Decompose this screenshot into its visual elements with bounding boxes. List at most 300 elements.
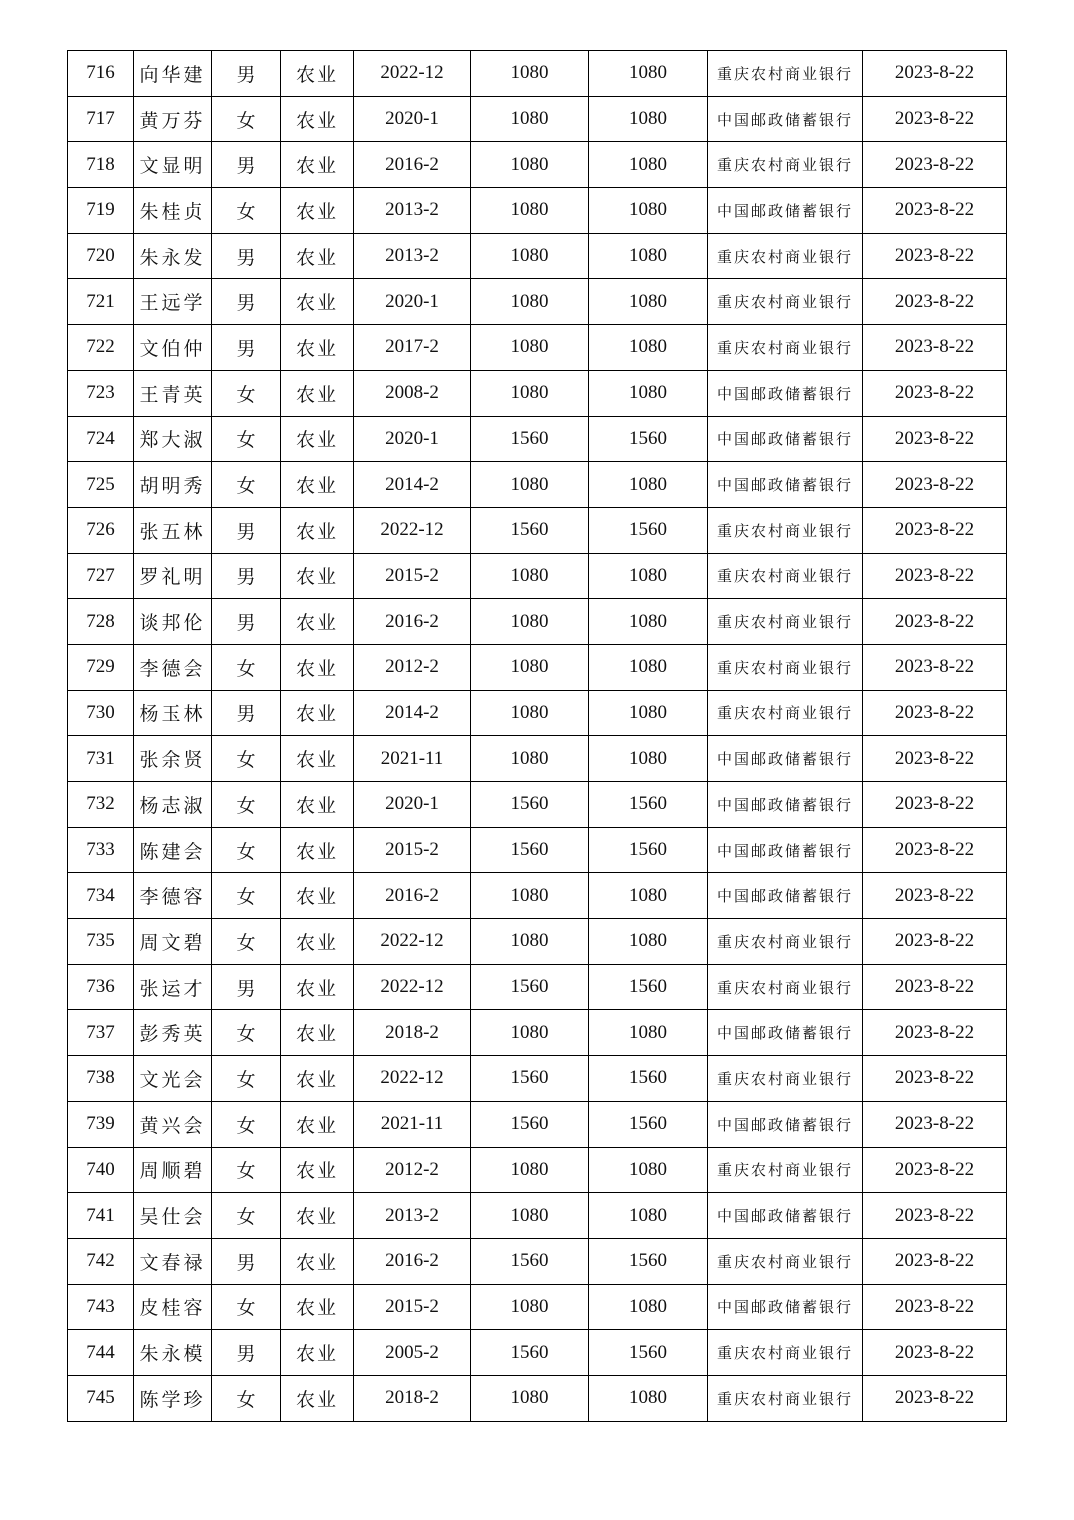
gender-cell: 男 <box>212 279 281 325</box>
name-cell: 文光会 <box>134 1056 212 1102</box>
amount-paid-cell: 1080 <box>589 462 708 508</box>
amount-paid-cell: 1560 <box>589 1056 708 1102</box>
start-date-cell: 2020-1 <box>354 279 471 325</box>
records-table <box>67 50 1007 1422</box>
name-cell: 张五林 <box>134 507 212 553</box>
amount-cell: 1080 <box>471 736 589 782</box>
start-date-cell: 2014-2 <box>354 690 471 736</box>
amount-paid-cell: 1560 <box>589 827 708 873</box>
amount-cell: 1080 <box>471 1147 589 1193</box>
name-cell: 陈建会 <box>134 827 212 873</box>
gender-cell: 男 <box>212 325 281 371</box>
gender-cell: 男 <box>212 690 281 736</box>
occupation-cell: 农业 <box>281 827 354 873</box>
row-number-cell: 744 <box>68 1330 134 1376</box>
name-cell: 谈邦伦 <box>134 599 212 645</box>
name-cell: 朱永发 <box>134 233 212 279</box>
occupation-cell: 农业 <box>281 462 354 508</box>
start-date-cell: 2022-12 <box>354 919 471 965</box>
row-number-cell: 732 <box>68 782 134 828</box>
start-date-cell: 2020-1 <box>354 96 471 142</box>
gender-cell: 女 <box>212 782 281 828</box>
issue-date-cell: 2023-8-22 <box>863 1375 1007 1421</box>
table-row <box>68 325 1007 371</box>
start-date-cell: 2008-2 <box>354 370 471 416</box>
occupation-cell: 农业 <box>281 142 354 188</box>
table-row <box>68 233 1007 279</box>
amount-paid-cell: 1080 <box>589 325 708 371</box>
start-date-cell: 2021-11 <box>354 736 471 782</box>
start-date-cell: 2005-2 <box>354 1330 471 1376</box>
name-cell: 杨志淑 <box>134 782 212 828</box>
row-number-cell: 741 <box>68 1193 134 1239</box>
gender-cell: 男 <box>212 964 281 1010</box>
bank-cell: 重庆农村商业银行 <box>708 279 863 325</box>
table-row <box>68 736 1007 782</box>
issue-date-cell: 2023-8-22 <box>863 96 1007 142</box>
amount-cell: 1080 <box>471 644 589 690</box>
amount-paid-cell: 1080 <box>589 188 708 234</box>
amount-paid-cell: 1560 <box>589 507 708 553</box>
bank-cell: 中国邮政储蓄银行 <box>708 873 863 919</box>
amount-cell: 1080 <box>471 919 589 965</box>
bank-cell: 重庆农村商业银行 <box>708 690 863 736</box>
table-row <box>68 1375 1007 1421</box>
bank-cell: 重庆农村商业银行 <box>708 599 863 645</box>
bank-cell: 中国邮政储蓄银行 <box>708 370 863 416</box>
occupation-cell: 农业 <box>281 325 354 371</box>
amount-cell: 1560 <box>471 1101 589 1147</box>
row-number-cell: 729 <box>68 644 134 690</box>
issue-date-cell: 2023-8-22 <box>863 644 1007 690</box>
gender-cell: 女 <box>212 1284 281 1330</box>
issue-date-cell: 2023-8-22 <box>863 827 1007 873</box>
row-number-cell: 737 <box>68 1010 134 1056</box>
table-row <box>68 873 1007 919</box>
amount-paid-cell: 1560 <box>589 416 708 462</box>
table-row <box>68 644 1007 690</box>
row-number-cell: 745 <box>68 1375 134 1421</box>
amount-cell: 1560 <box>471 827 589 873</box>
amount-paid-cell: 1080 <box>589 233 708 279</box>
start-date-cell: 2022-12 <box>354 964 471 1010</box>
amount-paid-cell: 1080 <box>589 644 708 690</box>
table-row <box>68 1238 1007 1284</box>
row-number-cell: 725 <box>68 462 134 508</box>
name-cell: 朱永模 <box>134 1330 212 1376</box>
bank-cell: 重庆农村商业银行 <box>708 553 863 599</box>
name-cell: 杨玉林 <box>134 690 212 736</box>
issue-date-cell: 2023-8-22 <box>863 1330 1007 1376</box>
table-body <box>68 51 1007 1422</box>
gender-cell: 女 <box>212 1056 281 1102</box>
amount-paid-cell: 1080 <box>589 599 708 645</box>
bank-cell: 重庆农村商业银行 <box>708 1330 863 1376</box>
start-date-cell: 2016-2 <box>354 1238 471 1284</box>
occupation-cell: 农业 <box>281 1238 354 1284</box>
table-row <box>68 507 1007 553</box>
amount-cell: 1080 <box>471 51 589 97</box>
amount-cell: 1080 <box>471 873 589 919</box>
amount-paid-cell: 1560 <box>589 782 708 828</box>
gender-cell: 女 <box>212 188 281 234</box>
row-number-cell: 726 <box>68 507 134 553</box>
start-date-cell: 2012-2 <box>354 644 471 690</box>
amount-cell: 1080 <box>471 233 589 279</box>
name-cell: 罗礼明 <box>134 553 212 599</box>
occupation-cell: 农业 <box>281 1284 354 1330</box>
amount-paid-cell: 1080 <box>589 51 708 97</box>
amount-cell: 1080 <box>471 1284 589 1330</box>
table-row <box>68 96 1007 142</box>
table-row <box>68 1284 1007 1330</box>
bank-cell: 中国邮政储蓄银行 <box>708 96 863 142</box>
issue-date-cell: 2023-8-22 <box>863 964 1007 1010</box>
amount-paid-cell: 1080 <box>589 736 708 782</box>
table-row <box>68 553 1007 599</box>
issue-date-cell: 2023-8-22 <box>863 325 1007 371</box>
amount-cell: 1080 <box>471 96 589 142</box>
start-date-cell: 2022-12 <box>354 507 471 553</box>
bank-cell: 中国邮政储蓄银行 <box>708 1284 863 1330</box>
table-row <box>68 964 1007 1010</box>
issue-date-cell: 2023-8-22 <box>863 1010 1007 1056</box>
row-number-cell: 734 <box>68 873 134 919</box>
amount-paid-cell: 1080 <box>589 96 708 142</box>
gender-cell: 男 <box>212 599 281 645</box>
occupation-cell: 农业 <box>281 1193 354 1239</box>
start-date-cell: 2016-2 <box>354 873 471 919</box>
amount-cell: 1560 <box>471 507 589 553</box>
name-cell: 文显明 <box>134 142 212 188</box>
bank-cell: 中国邮政储蓄银行 <box>708 1101 863 1147</box>
issue-date-cell: 2023-8-22 <box>863 736 1007 782</box>
start-date-cell: 2021-11 <box>354 1101 471 1147</box>
bank-cell: 重庆农村商业银行 <box>708 1238 863 1284</box>
name-cell: 周顺碧 <box>134 1147 212 1193</box>
bank-cell: 中国邮政储蓄银行 <box>708 462 863 508</box>
occupation-cell: 农业 <box>281 690 354 736</box>
gender-cell: 男 <box>212 1330 281 1376</box>
issue-date-cell: 2023-8-22 <box>863 1193 1007 1239</box>
table-row <box>68 1193 1007 1239</box>
start-date-cell: 2013-2 <box>354 233 471 279</box>
table-row <box>68 599 1007 645</box>
amount-paid-cell: 1560 <box>589 1101 708 1147</box>
amount-cell: 1080 <box>471 142 589 188</box>
gender-cell: 女 <box>212 462 281 508</box>
name-cell: 皮桂容 <box>134 1284 212 1330</box>
amount-cell: 1080 <box>471 1010 589 1056</box>
issue-date-cell: 2023-8-22 <box>863 507 1007 553</box>
amount-cell: 1560 <box>471 1238 589 1284</box>
bank-cell: 重庆农村商业银行 <box>708 964 863 1010</box>
start-date-cell: 2015-2 <box>354 827 471 873</box>
start-date-cell: 2013-2 <box>354 1193 471 1239</box>
issue-date-cell: 2023-8-22 <box>863 1147 1007 1193</box>
gender-cell: 男 <box>212 51 281 97</box>
table-row <box>68 416 1007 462</box>
occupation-cell: 农业 <box>281 599 354 645</box>
occupation-cell: 农业 <box>281 1056 354 1102</box>
amount-cell: 1080 <box>471 188 589 234</box>
amount-paid-cell: 1080 <box>589 142 708 188</box>
name-cell: 李德容 <box>134 873 212 919</box>
issue-date-cell: 2023-8-22 <box>863 1056 1007 1102</box>
start-date-cell: 2022-12 <box>354 51 471 97</box>
gender-cell: 女 <box>212 96 281 142</box>
gender-cell: 女 <box>212 827 281 873</box>
row-number-cell: 728 <box>68 599 134 645</box>
amount-paid-cell: 1080 <box>589 1193 708 1239</box>
bank-cell: 中国邮政储蓄银行 <box>708 827 863 873</box>
amount-cell: 1560 <box>471 1330 589 1376</box>
start-date-cell: 2017-2 <box>354 325 471 371</box>
row-number-cell: 724 <box>68 416 134 462</box>
start-date-cell: 2013-2 <box>354 188 471 234</box>
name-cell: 张余贤 <box>134 736 212 782</box>
occupation-cell: 农业 <box>281 96 354 142</box>
row-number-cell: 722 <box>68 325 134 371</box>
start-date-cell: 2018-2 <box>354 1010 471 1056</box>
row-number-cell: 720 <box>68 233 134 279</box>
bank-cell: 重庆农村商业银行 <box>708 325 863 371</box>
table-row <box>68 1330 1007 1376</box>
amount-paid-cell: 1080 <box>589 1147 708 1193</box>
bank-cell: 重庆农村商业银行 <box>708 507 863 553</box>
name-cell: 李德会 <box>134 644 212 690</box>
name-cell: 吴仕会 <box>134 1193 212 1239</box>
gender-cell: 女 <box>212 644 281 690</box>
name-cell: 陈学珍 <box>134 1375 212 1421</box>
amount-cell: 1560 <box>471 1056 589 1102</box>
gender-cell: 女 <box>212 1147 281 1193</box>
issue-date-cell: 2023-8-22 <box>863 233 1007 279</box>
gender-cell: 女 <box>212 1193 281 1239</box>
occupation-cell: 农业 <box>281 1330 354 1376</box>
amount-cell: 1080 <box>471 325 589 371</box>
issue-date-cell: 2023-8-22 <box>863 1238 1007 1284</box>
row-number-cell: 716 <box>68 51 134 97</box>
occupation-cell: 农业 <box>281 188 354 234</box>
occupation-cell: 农业 <box>281 1375 354 1421</box>
gender-cell: 女 <box>212 919 281 965</box>
name-cell: 郑大淑 <box>134 416 212 462</box>
name-cell: 朱桂贞 <box>134 188 212 234</box>
name-cell: 胡明秀 <box>134 462 212 508</box>
row-number-cell: 738 <box>68 1056 134 1102</box>
amount-paid-cell: 1080 <box>589 919 708 965</box>
table-row <box>68 919 1007 965</box>
issue-date-cell: 2023-8-22 <box>863 370 1007 416</box>
gender-cell: 女 <box>212 1101 281 1147</box>
start-date-cell: 2020-1 <box>354 416 471 462</box>
amount-cell: 1080 <box>471 462 589 508</box>
table-row <box>68 51 1007 97</box>
issue-date-cell: 2023-8-22 <box>863 690 1007 736</box>
occupation-cell: 农业 <box>281 416 354 462</box>
row-number-cell: 719 <box>68 188 134 234</box>
start-date-cell: 2016-2 <box>354 599 471 645</box>
amount-paid-cell: 1080 <box>589 1284 708 1330</box>
bank-cell: 中国邮政储蓄银行 <box>708 188 863 234</box>
issue-date-cell: 2023-8-22 <box>863 462 1007 508</box>
issue-date-cell: 2023-8-22 <box>863 553 1007 599</box>
occupation-cell: 农业 <box>281 1010 354 1056</box>
bank-cell: 中国邮政储蓄银行 <box>708 416 863 462</box>
issue-date-cell: 2023-8-22 <box>863 188 1007 234</box>
table-row <box>68 370 1007 416</box>
gender-cell: 男 <box>212 1238 281 1284</box>
gender-cell: 女 <box>212 736 281 782</box>
gender-cell: 男 <box>212 142 281 188</box>
gender-cell: 女 <box>212 416 281 462</box>
row-number-cell: 742 <box>68 1238 134 1284</box>
start-date-cell: 2015-2 <box>354 1284 471 1330</box>
table-row <box>68 279 1007 325</box>
table-row <box>68 142 1007 188</box>
amount-paid-cell: 1080 <box>589 1010 708 1056</box>
table-row <box>68 188 1007 234</box>
bank-cell: 重庆农村商业银行 <box>708 51 863 97</box>
row-number-cell: 735 <box>68 919 134 965</box>
issue-date-cell: 2023-8-22 <box>863 416 1007 462</box>
amount-cell: 1080 <box>471 553 589 599</box>
bank-cell: 重庆农村商业银行 <box>708 142 863 188</box>
issue-date-cell: 2023-8-22 <box>863 51 1007 97</box>
gender-cell: 男 <box>212 233 281 279</box>
occupation-cell: 农业 <box>281 51 354 97</box>
bank-cell: 重庆农村商业银行 <box>708 919 863 965</box>
start-date-cell: 2014-2 <box>354 462 471 508</box>
occupation-cell: 农业 <box>281 279 354 325</box>
issue-date-cell: 2023-8-22 <box>863 873 1007 919</box>
name-cell: 张运才 <box>134 964 212 1010</box>
start-date-cell: 2022-12 <box>354 1056 471 1102</box>
occupation-cell: 农业 <box>281 507 354 553</box>
issue-date-cell: 2023-8-22 <box>863 782 1007 828</box>
row-number-cell: 739 <box>68 1101 134 1147</box>
occupation-cell: 农业 <box>281 553 354 599</box>
amount-cell: 1080 <box>471 599 589 645</box>
amount-cell: 1080 <box>471 279 589 325</box>
amount-paid-cell: 1080 <box>589 873 708 919</box>
gender-cell: 女 <box>212 1375 281 1421</box>
issue-date-cell: 2023-8-22 <box>863 279 1007 325</box>
bank-cell: 重庆农村商业银行 <box>708 644 863 690</box>
name-cell: 文伯仲 <box>134 325 212 371</box>
occupation-cell: 农业 <box>281 1147 354 1193</box>
start-date-cell: 2012-2 <box>354 1147 471 1193</box>
name-cell: 王远学 <box>134 279 212 325</box>
bank-cell: 中国邮政储蓄银行 <box>708 736 863 782</box>
row-number-cell: 743 <box>68 1284 134 1330</box>
start-date-cell: 2016-2 <box>354 142 471 188</box>
row-number-cell: 721 <box>68 279 134 325</box>
occupation-cell: 农业 <box>281 873 354 919</box>
occupation-cell: 农业 <box>281 370 354 416</box>
row-number-cell: 731 <box>68 736 134 782</box>
table-row <box>68 827 1007 873</box>
gender-cell: 女 <box>212 370 281 416</box>
issue-date-cell: 2023-8-22 <box>863 919 1007 965</box>
amount-cell: 1080 <box>471 1375 589 1421</box>
gender-cell: 女 <box>212 1010 281 1056</box>
row-number-cell: 733 <box>68 827 134 873</box>
table-row <box>68 1056 1007 1102</box>
name-cell: 文春禄 <box>134 1238 212 1284</box>
amount-cell: 1560 <box>471 416 589 462</box>
amount-cell: 1080 <box>471 370 589 416</box>
name-cell: 王青英 <box>134 370 212 416</box>
occupation-cell: 农业 <box>281 964 354 1010</box>
amount-paid-cell: 1560 <box>589 1330 708 1376</box>
amount-paid-cell: 1560 <box>589 964 708 1010</box>
amount-paid-cell: 1080 <box>589 370 708 416</box>
name-cell: 向华建 <box>134 51 212 97</box>
row-number-cell: 727 <box>68 553 134 599</box>
table-row <box>68 1010 1007 1056</box>
bank-cell: 重庆农村商业银行 <box>708 233 863 279</box>
amount-paid-cell: 1080 <box>589 1375 708 1421</box>
table-row <box>68 1101 1007 1147</box>
start-date-cell: 2020-1 <box>354 782 471 828</box>
amount-cell: 1560 <box>471 782 589 828</box>
occupation-cell: 农业 <box>281 736 354 782</box>
occupation-cell: 农业 <box>281 233 354 279</box>
amount-cell: 1560 <box>471 964 589 1010</box>
occupation-cell: 农业 <box>281 919 354 965</box>
issue-date-cell: 2023-8-22 <box>863 599 1007 645</box>
name-cell: 黄万芬 <box>134 96 212 142</box>
occupation-cell: 农业 <box>281 644 354 690</box>
gender-cell: 男 <box>212 507 281 553</box>
occupation-cell: 农业 <box>281 782 354 828</box>
row-number-cell: 740 <box>68 1147 134 1193</box>
row-number-cell: 730 <box>68 690 134 736</box>
name-cell: 周文碧 <box>134 919 212 965</box>
issue-date-cell: 2023-8-22 <box>863 1101 1007 1147</box>
bank-cell: 中国邮政储蓄银行 <box>708 1193 863 1239</box>
bank-cell: 重庆农村商业银行 <box>708 1375 863 1421</box>
row-number-cell: 723 <box>68 370 134 416</box>
amount-paid-cell: 1080 <box>589 279 708 325</box>
bank-cell: 中国邮政储蓄银行 <box>708 782 863 828</box>
table-row <box>68 1147 1007 1193</box>
gender-cell: 男 <box>212 553 281 599</box>
row-number-cell: 717 <box>68 96 134 142</box>
name-cell: 彭秀英 <box>134 1010 212 1056</box>
table-row <box>68 782 1007 828</box>
start-date-cell: 2018-2 <box>354 1375 471 1421</box>
row-number-cell: 736 <box>68 964 134 1010</box>
amount-cell: 1080 <box>471 690 589 736</box>
bank-cell: 重庆农村商业银行 <box>708 1147 863 1193</box>
gender-cell: 女 <box>212 873 281 919</box>
amount-paid-cell: 1080 <box>589 690 708 736</box>
table-row <box>68 690 1007 736</box>
row-number-cell: 718 <box>68 142 134 188</box>
bank-cell: 重庆农村商业银行 <box>708 1056 863 1102</box>
table-row <box>68 462 1007 508</box>
amount-cell: 1080 <box>471 1193 589 1239</box>
issue-date-cell: 2023-8-22 <box>863 142 1007 188</box>
amount-paid-cell: 1080 <box>589 553 708 599</box>
bank-cell: 中国邮政储蓄银行 <box>708 1010 863 1056</box>
start-date-cell: 2015-2 <box>354 553 471 599</box>
name-cell: 黄兴会 <box>134 1101 212 1147</box>
issue-date-cell: 2023-8-22 <box>863 1284 1007 1330</box>
